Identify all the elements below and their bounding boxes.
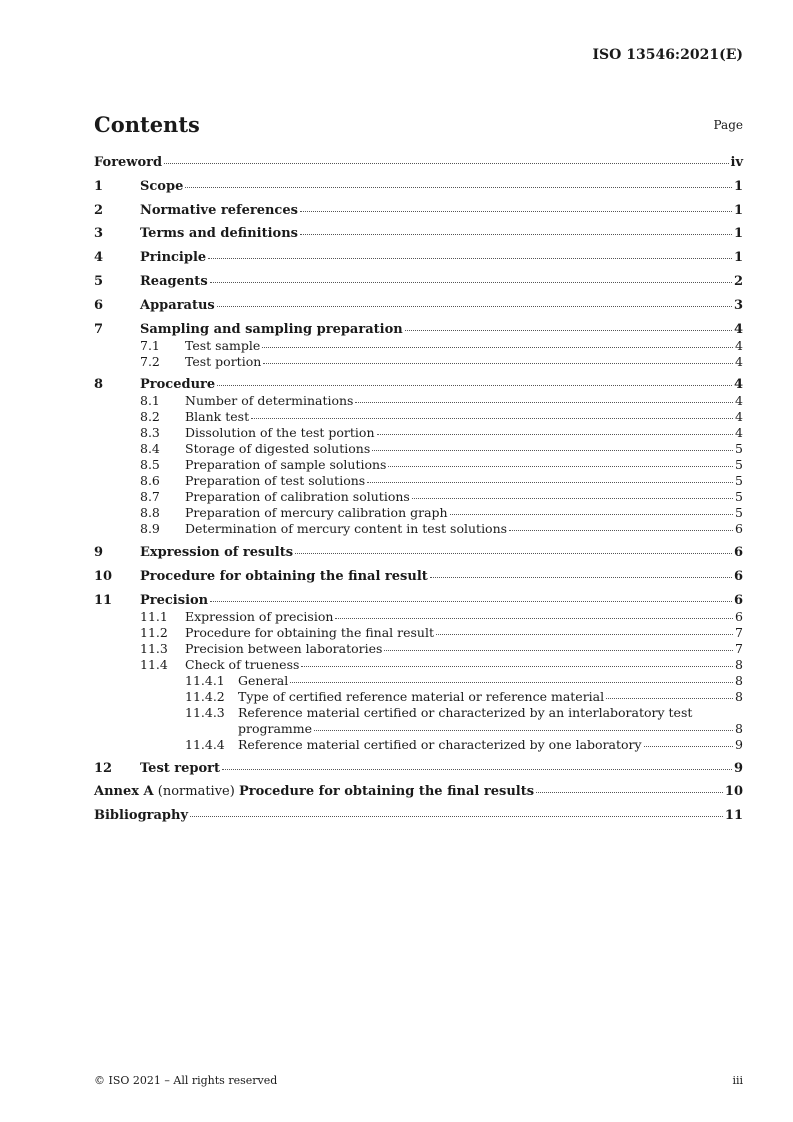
toc-entry-number: 5 bbox=[94, 273, 104, 289]
toc-entry-title: Sampling and sampling preparation bbox=[140, 321, 403, 337]
toc-entry-title: Check of trueness bbox=[185, 656, 300, 672]
dot-leader bbox=[450, 514, 733, 515]
toc-entry-page: 6 bbox=[735, 521, 743, 537]
toc-entry-page: 5 bbox=[735, 441, 743, 457]
annex-type: (normative) bbox=[153, 784, 239, 800]
toc-entry-page: 11 bbox=[724, 808, 743, 824]
toc-entry-title bbox=[94, 784, 534, 800]
toc-entry[interactable] bbox=[94, 593, 743, 609]
toc-entry[interactable] bbox=[94, 784, 743, 800]
toc-entry-title: Reagents bbox=[140, 273, 208, 289]
toc-entry-page: 7 bbox=[735, 640, 743, 656]
toc-entry[interactable] bbox=[94, 521, 743, 537]
toc-entry-title: Apparatus bbox=[140, 297, 215, 313]
toc-entry[interactable] bbox=[94, 505, 743, 521]
toc-entry-page: 5 bbox=[735, 473, 743, 489]
toc-entry-number: 8.4 bbox=[140, 441, 160, 457]
copyright-notice: © ISO 2021 – All rights reserved bbox=[94, 1074, 278, 1087]
dot-leader bbox=[251, 418, 733, 419]
dot-leader bbox=[222, 769, 732, 770]
toc-entry-page: 1 bbox=[733, 202, 743, 218]
toc-entry-number: 8 bbox=[94, 377, 104, 393]
dot-leader bbox=[384, 650, 733, 651]
toc-entry-page: 8 bbox=[735, 672, 743, 688]
toc-entry[interactable] bbox=[94, 705, 743, 721]
annex-title: Procedure for obtaining the final results bbox=[238, 784, 535, 800]
toc-entry[interactable] bbox=[94, 377, 743, 393]
toc-entry-title: Number of determinations bbox=[185, 393, 354, 409]
toc-entry-title: Expression of precision bbox=[185, 608, 334, 624]
toc-entry[interactable] bbox=[94, 226, 743, 242]
toc-entry-page: 1 bbox=[733, 250, 743, 266]
toc-entry[interactable] bbox=[94, 609, 743, 625]
toc-entry-title: Procedure for obtaining the final result bbox=[185, 624, 434, 640]
toc-entry-number: 12 bbox=[94, 760, 113, 776]
dot-leader bbox=[295, 553, 732, 554]
toc-entry[interactable] bbox=[94, 322, 743, 338]
toc-entry-title: Normative references bbox=[140, 202, 298, 218]
toc-entry-page: 9 bbox=[735, 736, 743, 752]
dot-leader bbox=[290, 682, 733, 683]
toc-entry[interactable] bbox=[94, 489, 743, 505]
toc-entry-number: 11.4.4 bbox=[185, 736, 225, 752]
toc-entry-page: 1 bbox=[733, 226, 743, 242]
toc-entry-page: 6 bbox=[733, 545, 743, 561]
toc-entry[interactable] bbox=[94, 545, 743, 561]
toc-entry-title: Precision between laboratories bbox=[185, 640, 383, 656]
toc-entry-number: 7.1 bbox=[140, 337, 160, 353]
dot-leader bbox=[536, 792, 723, 793]
toc-entry[interactable] bbox=[94, 808, 743, 824]
toc-entry-number: 11.1 bbox=[140, 608, 168, 624]
dot-leader bbox=[430, 577, 732, 578]
toc-entry-title: Procedure bbox=[140, 377, 216, 393]
toc-entry-number: 8.3 bbox=[140, 425, 160, 441]
toc-entry-page: 3 bbox=[733, 297, 743, 313]
toc-entry-number: 11.3 bbox=[140, 640, 168, 656]
toc-entry-page: 5 bbox=[735, 505, 743, 521]
toc-entry-number: 8.7 bbox=[140, 489, 160, 505]
dot-leader bbox=[300, 211, 732, 212]
toc-entry-number: 2 bbox=[94, 202, 104, 218]
toc-entry[interactable] bbox=[94, 425, 743, 441]
toc-entry-number: 8.2 bbox=[140, 409, 160, 425]
toc-entry-page: 7 bbox=[735, 624, 743, 640]
toc-entry-title: Scope bbox=[140, 178, 184, 194]
toc-entry-title: Preparation of test solutions bbox=[185, 473, 366, 489]
toc-entry-number: 8.6 bbox=[140, 473, 160, 489]
toc-entry-number: 11.4 bbox=[140, 656, 168, 672]
page-footer bbox=[94, 1074, 743, 1087]
toc-entry-title: Test report bbox=[140, 760, 221, 776]
dot-leader bbox=[412, 498, 733, 499]
toc-entry[interactable] bbox=[94, 203, 743, 219]
dot-leader bbox=[314, 730, 733, 731]
toc-entry[interactable] bbox=[94, 409, 743, 425]
toc-entry-number: 4 bbox=[94, 250, 104, 266]
toc-entry-title: Terms and definitions bbox=[140, 226, 298, 242]
toc-entry-title: Dissolution of the test portion bbox=[185, 425, 375, 441]
toc-entry-page: 5 bbox=[735, 489, 743, 505]
toc-entry-page: 9 bbox=[733, 760, 743, 776]
dot-leader bbox=[210, 601, 732, 602]
dot-leader bbox=[164, 163, 728, 164]
toc-entry-title: Expression of results bbox=[140, 545, 294, 561]
dot-leader bbox=[388, 466, 733, 467]
toc-entry-title: Preparation of sample solutions bbox=[185, 457, 387, 473]
toc-entry-title: Test portion bbox=[185, 353, 262, 369]
toc-entry-title: programme bbox=[238, 720, 313, 736]
dot-leader bbox=[377, 434, 734, 435]
toc-entry[interactable] bbox=[94, 250, 743, 266]
page-number: iii bbox=[732, 1074, 743, 1087]
toc-entry-title: Storage of digested solutions bbox=[185, 441, 371, 457]
dot-leader bbox=[355, 402, 733, 403]
toc-entry-page: 8 bbox=[735, 688, 743, 704]
toc-entry-page: 5 bbox=[735, 457, 743, 473]
toc-entry-page: 4 bbox=[735, 409, 743, 425]
toc-entry[interactable] bbox=[94, 737, 743, 753]
annex-label: Annex A bbox=[94, 784, 154, 800]
toc-entry-title: Preparation of calibration solutions bbox=[185, 489, 410, 505]
toc-entry[interactable] bbox=[94, 393, 743, 409]
toc-entry-page: iv bbox=[730, 155, 743, 170]
dot-leader bbox=[210, 282, 732, 283]
toc-entry[interactable] bbox=[94, 473, 743, 489]
toc-entry-page: 10 bbox=[724, 784, 743, 800]
toc-entry-title: Type of certified reference material or reference material bbox=[238, 688, 605, 704]
toc-entry-number: 8.8 bbox=[140, 505, 160, 521]
dot-leader bbox=[217, 306, 732, 307]
page-column-label: Page bbox=[713, 118, 743, 132]
dot-leader bbox=[208, 258, 732, 259]
toc-entry[interactable] bbox=[94, 689, 743, 705]
toc-entry-title: Reference material certified or characterized by one laboratory bbox=[238, 736, 642, 752]
toc-entry[interactable] bbox=[94, 657, 743, 673]
toc-entry-page: 2 bbox=[733, 273, 743, 289]
toc-entry-title: General bbox=[238, 672, 289, 688]
toc-entry-title: Determination of mercury content in test solutions bbox=[185, 521, 508, 537]
toc-entry-page: 8 bbox=[735, 720, 743, 736]
toc-entry-number: 11.4.1 bbox=[185, 672, 225, 688]
toc-entry-title: Reference material certified or characterized by an interlaboratory test bbox=[238, 704, 693, 720]
toc-entry-page: 4 bbox=[733, 321, 743, 337]
toc-entry-number: 3 bbox=[94, 226, 104, 242]
toc-entry[interactable] bbox=[94, 274, 743, 290]
toc-entry-number: 11.2 bbox=[140, 624, 168, 640]
toc-entry[interactable] bbox=[94, 155, 743, 171]
dot-leader bbox=[644, 746, 733, 747]
toc-entry-page: 1 bbox=[733, 178, 743, 194]
dot-leader bbox=[367, 482, 733, 483]
dot-leader bbox=[217, 385, 732, 386]
toc-entry[interactable] bbox=[94, 641, 743, 657]
dot-leader bbox=[263, 363, 733, 364]
toc-entry[interactable] bbox=[94, 761, 743, 777]
dot-leader bbox=[509, 530, 733, 531]
dot-leader bbox=[190, 816, 723, 817]
toc-entry[interactable] bbox=[94, 298, 743, 314]
toc-entry-page: 4 bbox=[735, 353, 743, 369]
dot-leader bbox=[300, 234, 732, 235]
toc-entry-number: 6 bbox=[94, 297, 104, 313]
toc-entry[interactable] bbox=[94, 179, 743, 195]
toc-entry-title: Precision bbox=[140, 592, 209, 608]
toc-entry-title: Foreword bbox=[94, 155, 163, 170]
toc-entry-page: 4 bbox=[735, 337, 743, 353]
toc-entry-title: Preparation of mercury calibration graph bbox=[185, 505, 448, 521]
toc-entry-title: Blank test bbox=[185, 409, 250, 425]
toc-entry-number: 9 bbox=[94, 545, 104, 561]
toc-entry[interactable] bbox=[94, 457, 743, 473]
toc-entry-number: 7 bbox=[94, 321, 104, 337]
toc-entry-page: 8 bbox=[735, 656, 743, 672]
toc-entry-number: 1 bbox=[94, 178, 104, 194]
document-id: ISO 13546:2021(E) bbox=[592, 47, 743, 63]
toc-entry-page: 4 bbox=[733, 377, 743, 393]
dot-leader bbox=[185, 187, 732, 188]
toc-entry[interactable] bbox=[94, 721, 743, 737]
toc-entry-number: 8.5 bbox=[140, 457, 160, 473]
toc-entry-number: 10 bbox=[94, 568, 113, 584]
toc-entry-page: 6 bbox=[735, 608, 743, 624]
dot-leader bbox=[262, 347, 733, 348]
dot-leader bbox=[335, 618, 733, 619]
toc-entry-number: 8.9 bbox=[140, 521, 160, 537]
toc-entry-title: Principle bbox=[140, 250, 207, 266]
toc-entry[interactable] bbox=[94, 354, 743, 370]
toc-entry[interactable] bbox=[94, 569, 743, 585]
toc-entry-page: 4 bbox=[735, 425, 743, 441]
toc-entry-number: 11.4.3 bbox=[185, 704, 225, 720]
toc-entry-page: 4 bbox=[735, 393, 743, 409]
toc-entry-number: 11.4.2 bbox=[185, 688, 225, 704]
dot-leader bbox=[301, 666, 733, 667]
toc-entry[interactable] bbox=[94, 338, 743, 354]
table-of-contents bbox=[94, 155, 743, 824]
toc-entry-number: 11 bbox=[94, 592, 113, 608]
toc-entry[interactable] bbox=[94, 673, 743, 689]
toc-entry-number: 7.2 bbox=[140, 353, 160, 369]
toc-entry-title: Procedure for obtaining the final result bbox=[140, 568, 428, 584]
page-title: Contents bbox=[94, 112, 200, 137]
toc-entry-page: 6 bbox=[733, 568, 743, 584]
toc-entry-title: Bibliography bbox=[94, 808, 189, 824]
toc-entry-title: Test sample bbox=[185, 337, 261, 353]
toc-entry[interactable] bbox=[94, 625, 743, 641]
toc-entry-number: 8.1 bbox=[140, 393, 160, 409]
dot-leader bbox=[606, 698, 733, 699]
dot-leader bbox=[436, 634, 733, 635]
toc-entry-page: 6 bbox=[733, 592, 743, 608]
toc-entry[interactable] bbox=[94, 441, 743, 457]
dot-leader bbox=[405, 330, 732, 331]
dot-leader bbox=[372, 450, 733, 451]
